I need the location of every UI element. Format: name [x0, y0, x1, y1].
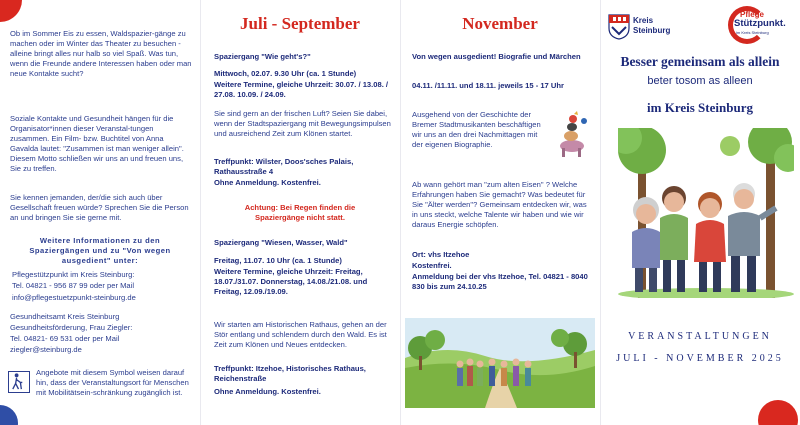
intro-paragraph-1: Ob im Sommer Eis zu essen, Waldspazier-gänge zu machen oder im Winter das Theater zu besuchen - alleine bringt alles nur halb so viel Spaß. Was tun, wenn die Freunde andere Interessen haben oder man neue Kontakte sucht? [10, 29, 192, 79]
accessibility-note: Angebote mit diesem Symbol weisen darauf hin, dass der Veranstaltungsort für Menschen mit Mobilitätsein-schränkung zugänglich ist. [36, 368, 189, 398]
event-place: Ort: vhs Itzehoe [412, 250, 470, 259]
walk-2-title: Spaziergang "Wiesen, Wasser, Wald" [214, 238, 348, 247]
contact-2-tel: Tel. 04821- 69 531 oder per Mail [10, 334, 120, 343]
event-cost: Kostenfrei. [412, 261, 452, 270]
seniors-group-illustration [618, 128, 794, 298]
walk-1-registration: Ohne Anmeldung. Kostenfrei. [214, 178, 321, 187]
logo-pflege-line-3: im Kreis Steinburg [736, 30, 769, 35]
subline: beter tosom as alleen [647, 75, 753, 87]
logo-pflege-line-1: Pflege [740, 10, 765, 19]
footer-events: VERANSTALTUNGEN [628, 331, 772, 342]
intro-paragraph-3: Sie kennen jemanden, der/die sich auch über Gesellschaft freuen würde? Sprechen Sie die Person an und bringen Sie sie gerne mit. [10, 193, 189, 223]
park-walk-illustration [405, 318, 595, 408]
section-title: November [462, 14, 538, 33]
walk-1-description: Sie sind gern an der frischen Luft? Seien Sie dabei, wenn der Stadtspaziergang mit Bewegungsimpulsen und ausreichend Zeit zum Klönen startet. [214, 109, 391, 139]
panel-cover [600, 0, 800, 425]
contact-2-mail[interactable]: ziegler@steinburg.de [10, 345, 82, 354]
kreis-steinburg-crest-icon [608, 14, 630, 40]
corner-decoration [758, 400, 798, 425]
walk-2-meeting-point: Treffpunkt: Itzehoe, Historisches Rathaus, Reichenstraße [214, 364, 366, 384]
contact-1-name: Pflegestützpunkt im Kreis Steinburg: [12, 270, 135, 279]
contact-1-mail[interactable]: info@pflegestuetzpunkt-steinburg.de [12, 293, 136, 302]
region-title: im Kreis Steinburg [647, 100, 753, 115]
section-title: Juli - September [240, 14, 360, 33]
walk-1-title: Spaziergang "Wie geht's?" [214, 52, 311, 61]
corner-decoration [0, 0, 22, 22]
event-description-2: Ab wann gehört man "zum alten Eisen" ? Welche Erfahrungen haben Sie gemacht? Was bedeutet für Sie "Älter werden"? Gemeinsam entdecken wir, was in uns steckt, welche Talente wir haben und wie wir daraus Energie schöpfen. [412, 180, 587, 230]
wheelchair-walker-icon [8, 371, 30, 393]
logo-kreis-line-1: Kreis [633, 16, 654, 25]
corner-decoration [0, 405, 18, 425]
walk-1-meeting-point: Treffpunkt: Wilster, Doos'sches Palais, Rathausstraße 4 [214, 157, 354, 177]
contact-2-dept: Gesundheitsförderung, Frau Ziegler: [10, 323, 133, 332]
event-registration: Anmeldung bei der vhs Itzehoe, Tel. 04821 - 8040 830 bis zum 24.10.25 [412, 272, 588, 292]
rain-warning: Achtung: Bei Regen finden die Spaziergänge nicht statt. [244, 203, 356, 223]
contact-2-name: Gesundheitsamt Kreis Steinburg [10, 312, 120, 321]
walk-2-description: Wir starten am Historischen Rathaus, gehen an der Stör entlang und schlendern durch den Wald. Es ist Zeit zum Klönen und Neues entdecken. [214, 320, 387, 350]
walk-1-date: Mittwoch, 02.07. 9.30 Uhr (ca. 1 Stunde) [214, 69, 357, 78]
logo-kreis-line-2: Steinburg [633, 26, 671, 35]
event-description: Ausgehend von der Geschichte der Bremer Stadtmusikanten beschäftigen wir uns an den drei Nachmittagen mit der eigenen Biographie. [412, 110, 541, 150]
walk-2-date: Freitag, 11.07. 10 Uhr (ca. 1 Stunde) [214, 256, 342, 265]
event-dates: 04.11. /11.11. und 18.11. jeweils 15 - 17 Uhr [412, 81, 564, 90]
intro-paragraph-2: Soziale Kontakte und Gesundheit hängen für die Organisator*innen dieser Veranstal-tungen zusammen. Ein Film- bzw. Buchtitel von Anna Gavalda lautet: "Zusammen ist man weniger allein". Diesem Motto schließen wir uns an und freuen uns, Sie zu treffen. [10, 114, 184, 174]
footer-period: JULI - NOVEMBER 2025 [616, 353, 784, 364]
bremen-musicians-icon [550, 110, 594, 158]
logo-pflege-line-2: Stützpunkt. [734, 18, 786, 29]
headline: Besser gemeinsam als allein [620, 54, 780, 69]
walk-1-more-dates: Weitere Termine, gleiche Uhrzeit: 30.07. / 13.08. / 27.08. 10.09. / 24.09. [214, 80, 389, 100]
walk-2-registration: Ohne Anmeldung. Kostenfrei. [214, 387, 321, 396]
walk-2-more-dates: Weitere Termine, gleiche Uhrzeit: Freitag, 18.07./31.07. Donnerstag, 14.08./21.08. und Freitag, 12.09./19.09. [214, 267, 368, 297]
panel-intro [0, 0, 200, 425]
event-title: Von wegen ausgedient! Biografie und Märchen [412, 52, 581, 61]
contact-1-tel: Tel. 04821 - 956 87 99 oder per Mail [12, 281, 134, 290]
panel-november [400, 0, 600, 425]
info-heading: Weitere Informationen zu den Spaziergängen und zu "Von wegen ausgedient" unter: [29, 236, 171, 266]
panel-summer [200, 0, 400, 425]
